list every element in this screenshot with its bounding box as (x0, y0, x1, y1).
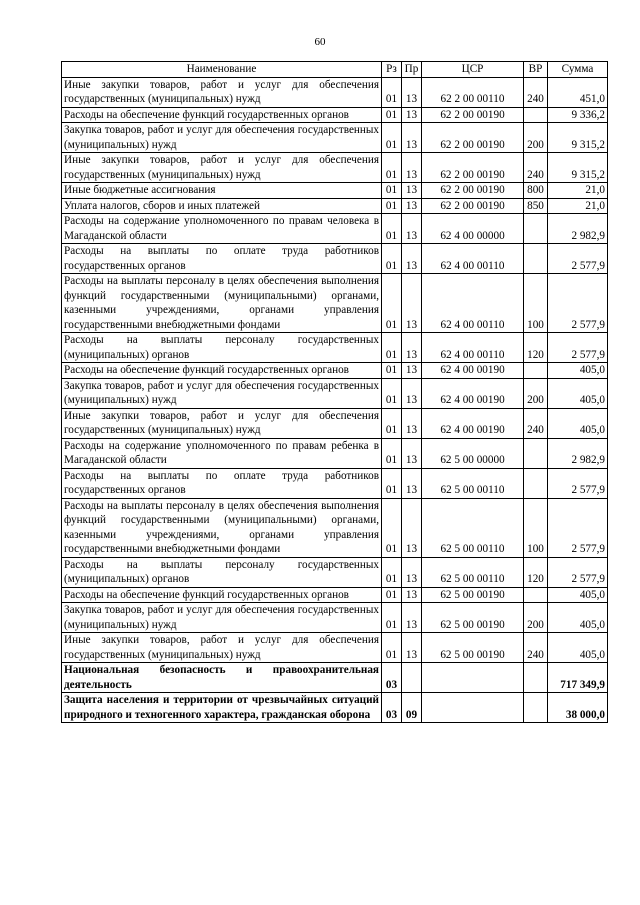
table-row (62, 153, 608, 183)
cell-name: Расходы на обеспечение функций государственных органов (62, 107, 382, 123)
cell-rz: 01 (382, 498, 402, 557)
table-row (62, 603, 608, 633)
cell-vr: 120 (524, 333, 548, 363)
cell-name: Закупка товаров, работ и услуг для обеспечения государственных (муниципальных) нужд (62, 378, 382, 408)
cell-sum: 405,0 (548, 603, 608, 633)
cell-name: Закупка товаров, работ и услуг для обеспечения государственных (муниципальных) нужд (62, 123, 382, 153)
cell-rz: 03 (382, 663, 402, 693)
cell-pr: 09 (402, 693, 422, 723)
cell-csr: 62 5 00 00190 (422, 633, 524, 663)
table-row (62, 408, 608, 438)
cell-sum: 2 577,9 (548, 498, 608, 557)
cell-sum: 2 577,9 (548, 333, 608, 363)
cell-sum: 2 982,9 (548, 438, 608, 468)
cell-pr (402, 663, 422, 693)
cell-sum: 405,0 (548, 363, 608, 379)
cell-name: Иные закупки товаров, работ и услуг для обеспечения государственных (муниципальных) нужд (62, 77, 382, 107)
cell-rz: 01 (382, 77, 402, 107)
cell-sum: 2 577,9 (548, 468, 608, 498)
cell-pr: 13 (402, 557, 422, 587)
cell-csr: 62 4 00 00000 (422, 214, 524, 244)
budget-table (61, 61, 608, 723)
cell-pr: 13 (402, 438, 422, 468)
cell-pr: 13 (402, 214, 422, 244)
cell-rz: 01 (382, 633, 402, 663)
cell-sum: 9 336,2 (548, 107, 608, 123)
cell-vr: 240 (524, 77, 548, 107)
cell-sum: 405,0 (548, 378, 608, 408)
cell-vr: 240 (524, 153, 548, 183)
cell-vr (524, 107, 548, 123)
cell-rz: 03 (382, 693, 402, 723)
cell-rz: 01 (382, 363, 402, 379)
table-row (62, 107, 608, 123)
cell-sum: 405,0 (548, 587, 608, 603)
table-row (62, 333, 608, 363)
table-body (62, 77, 608, 723)
cell-csr: 62 5 00 00110 (422, 468, 524, 498)
cell-vr (524, 587, 548, 603)
cell-rz: 01 (382, 603, 402, 633)
cell-vr (524, 663, 548, 693)
cell-vr (524, 244, 548, 274)
table-row (62, 498, 608, 557)
header-csr: ЦСР (422, 62, 524, 78)
cell-sum: 2 577,9 (548, 244, 608, 274)
cell-pr: 13 (402, 153, 422, 183)
cell-name: Иные закупки товаров, работ и услуг для обеспечения государственных (муниципальных) нужд (62, 633, 382, 663)
cell-csr: 62 5 00 00000 (422, 438, 524, 468)
cell-rz: 01 (382, 214, 402, 244)
cell-vr (524, 214, 548, 244)
cell-pr: 13 (402, 107, 422, 123)
table-row (62, 198, 608, 214)
header-row (62, 62, 608, 78)
cell-vr: 200 (524, 123, 548, 153)
cell-csr: 62 2 00 00110 (422, 77, 524, 107)
cell-sum: 38 000,0 (548, 693, 608, 723)
cell-vr (524, 438, 548, 468)
cell-csr (422, 663, 524, 693)
cell-csr: 62 2 00 00190 (422, 153, 524, 183)
cell-csr: 62 2 00 00190 (422, 183, 524, 199)
cell-csr: 62 2 00 00190 (422, 123, 524, 153)
table-row (62, 663, 608, 693)
cell-pr: 13 (402, 378, 422, 408)
cell-sum: 405,0 (548, 633, 608, 663)
cell-rz: 01 (382, 408, 402, 438)
cell-csr: 62 2 00 00190 (422, 107, 524, 123)
cell-pr: 13 (402, 633, 422, 663)
table-row (62, 363, 608, 379)
cell-sum: 405,0 (548, 408, 608, 438)
cell-pr: 13 (402, 587, 422, 603)
cell-vr: 200 (524, 378, 548, 408)
table-row (62, 468, 608, 498)
cell-sum: 451,0 (548, 77, 608, 107)
cell-pr: 13 (402, 333, 422, 363)
table-row (62, 214, 608, 244)
cell-vr: 800 (524, 183, 548, 199)
cell-sum: 717 349,9 (548, 663, 608, 693)
table-row (62, 244, 608, 274)
header-vr: ВР (524, 62, 548, 78)
table-row (62, 123, 608, 153)
cell-name: Расходы на обеспечение функций государственных органов (62, 363, 382, 379)
table-row (62, 587, 608, 603)
table-row (62, 693, 608, 723)
cell-rz: 01 (382, 107, 402, 123)
cell-rz: 01 (382, 183, 402, 199)
cell-csr: 62 5 00 00190 (422, 603, 524, 633)
cell-vr: 120 (524, 557, 548, 587)
cell-sum: 2 577,9 (548, 557, 608, 587)
cell-rz: 01 (382, 274, 402, 333)
cell-pr: 13 (402, 468, 422, 498)
cell-csr: 62 4 00 00190 (422, 378, 524, 408)
cell-pr: 13 (402, 363, 422, 379)
cell-name: Расходы на содержание уполномоченного по правам человека в Магаданской области (62, 214, 382, 244)
table-row (62, 274, 608, 333)
cell-pr: 13 (402, 603, 422, 633)
cell-name: Иные бюджетные ассигнования (62, 183, 382, 199)
cell-vr: 850 (524, 198, 548, 214)
cell-csr: 62 4 00 00110 (422, 333, 524, 363)
cell-rz: 01 (382, 198, 402, 214)
cell-rz: 01 (382, 153, 402, 183)
cell-sum: 2 982,9 (548, 214, 608, 244)
cell-name: Расходы на обеспечение функций государственных органов (62, 587, 382, 603)
cell-pr: 13 (402, 244, 422, 274)
cell-pr: 13 (402, 408, 422, 438)
cell-pr: 13 (402, 274, 422, 333)
cell-sum: 21,0 (548, 183, 608, 199)
cell-name: Расходы на выплаты персоналу в целях обеспечения выполнения функций государственными (муниципальными) органами, казенными учреждениями, органами управления государственными внебюджетными фондами (62, 274, 382, 333)
cell-vr: 200 (524, 603, 548, 633)
cell-vr: 240 (524, 633, 548, 663)
cell-rz: 01 (382, 378, 402, 408)
cell-vr: 100 (524, 498, 548, 557)
table-row (62, 77, 608, 107)
cell-rz: 01 (382, 123, 402, 153)
cell-pr: 13 (402, 77, 422, 107)
cell-pr: 13 (402, 198, 422, 214)
cell-name: Расходы на выплаты по оплате труда работников государственных органов (62, 468, 382, 498)
cell-name: Защита населения и территории от чрезвычайных ситуаций природного и техногенного характера, гражданская оборона (62, 693, 382, 723)
cell-csr: 62 5 00 00190 (422, 587, 524, 603)
cell-vr (524, 363, 548, 379)
cell-csr: 62 5 00 00110 (422, 557, 524, 587)
page-number: 60 (314, 36, 326, 48)
cell-sum: 2 577,9 (548, 274, 608, 333)
cell-pr: 13 (402, 183, 422, 199)
cell-rz: 01 (382, 468, 402, 498)
cell-rz: 01 (382, 557, 402, 587)
cell-name: Закупка товаров, работ и услуг для обеспечения государственных (муниципальных) нужд (62, 603, 382, 633)
table-row (62, 633, 608, 663)
cell-sum: 9 315,2 (548, 153, 608, 183)
cell-vr (524, 468, 548, 498)
table-row (62, 183, 608, 199)
table-row (62, 557, 608, 587)
cell-csr: 62 4 00 00190 (422, 363, 524, 379)
cell-name: Расходы на выплаты по оплате труда работников государственных органов (62, 244, 382, 274)
cell-vr (524, 693, 548, 723)
cell-csr: 62 5 00 00110 (422, 498, 524, 557)
table-row (62, 438, 608, 468)
cell-rz: 01 (382, 333, 402, 363)
cell-rz: 01 (382, 438, 402, 468)
cell-name: Расходы на выплаты персоналу государственных (муниципальных) органов (62, 557, 382, 587)
cell-csr: 62 4 00 00110 (422, 274, 524, 333)
cell-name: Национальная безопасность и правоохранительная деятельность (62, 663, 382, 693)
cell-sum: 21,0 (548, 198, 608, 214)
cell-name: Иные закупки товаров, работ и услуг для обеспечения государственных (муниципальных) нужд (62, 153, 382, 183)
cell-rz: 01 (382, 587, 402, 603)
cell-rz: 01 (382, 244, 402, 274)
cell-csr: 62 4 00 00190 (422, 408, 524, 438)
cell-vr: 100 (524, 274, 548, 333)
cell-name: Уплата налогов, сборов и иных платежей (62, 198, 382, 214)
cell-csr: 62 4 00 00110 (422, 244, 524, 274)
cell-name: Расходы на выплаты персоналу государственных (муниципальных) органов (62, 333, 382, 363)
cell-csr (422, 693, 524, 723)
cell-name: Расходы на содержание уполномоченного по правам ребенка в Магаданской области (62, 438, 382, 468)
cell-pr: 13 (402, 123, 422, 153)
cell-pr: 13 (402, 498, 422, 557)
header-pr: Пр (402, 62, 422, 78)
table-row (62, 378, 608, 408)
cell-name: Расходы на выплаты персоналу в целях обеспечения выполнения функций государственными (муниципальными) органами, казенными учреждениями, органами управления государственными внебюджетными фондами (62, 498, 382, 557)
cell-csr: 62 2 00 00190 (422, 198, 524, 214)
cell-vr: 240 (524, 408, 548, 438)
cell-sum: 9 315,2 (548, 123, 608, 153)
cell-name: Иные закупки товаров, работ и услуг для обеспечения государственных (муниципальных) нужд (62, 408, 382, 438)
header-name: Наименование (62, 62, 382, 78)
header-rz: Рз (382, 62, 402, 78)
header-sum: Сумма (548, 62, 608, 78)
